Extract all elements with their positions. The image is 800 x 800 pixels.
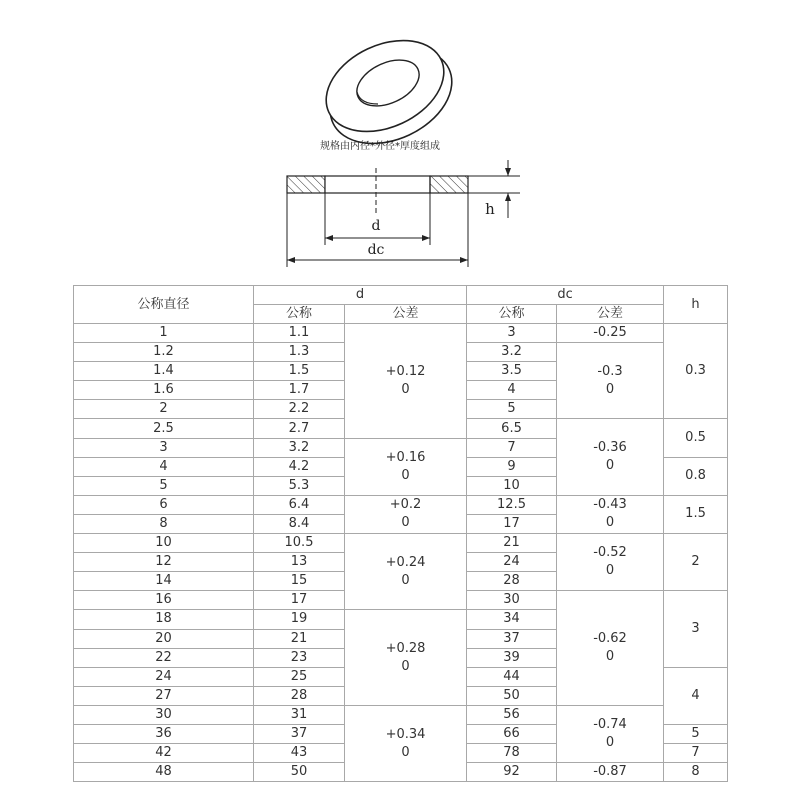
size-cell: 30 <box>74 705 254 724</box>
dc-cell: 3.5 <box>467 362 557 381</box>
size-cell: 4 <box>74 457 254 476</box>
size-cell: 1.4 <box>74 362 254 381</box>
dc-cell: 21 <box>467 534 557 553</box>
d-cell: 15 <box>254 572 345 591</box>
size-cell: 10 <box>74 534 254 553</box>
d-cell: 13 <box>254 553 345 572</box>
size-cell: 24 <box>74 667 254 686</box>
d-cell: 2.2 <box>254 400 345 419</box>
h-cell: 5 <box>664 724 728 743</box>
dc-cell: 6.5 <box>467 419 557 438</box>
dc-cell: 5 <box>467 400 557 419</box>
size-cell: 2.5 <box>74 419 254 438</box>
label-dc: dc <box>367 242 385 258</box>
d-tolerance-cell: +0.2 0 <box>345 495 467 533</box>
d-cell: 4.2 <box>254 457 345 476</box>
header-nominal-diameter: 公称直径 <box>74 286 254 324</box>
dc-tolerance-cell: -0.52 0 <box>557 534 664 591</box>
dc-tolerance-cell: -0.43 0 <box>557 495 664 533</box>
size-cell: 1.2 <box>74 343 254 362</box>
size-cell: 22 <box>74 648 254 667</box>
h-cell: 0.5 <box>664 419 728 457</box>
d-cell: 2.7 <box>254 419 345 438</box>
dc-cell: 10 <box>467 476 557 495</box>
h-cell: 2 <box>664 534 728 591</box>
header-d-nominal: 公称 <box>254 305 345 324</box>
dc-cell: 28 <box>467 572 557 591</box>
d-cell: 6.4 <box>254 495 345 514</box>
dc-cell: 44 <box>467 667 557 686</box>
size-cell: 42 <box>74 744 254 763</box>
table-row <box>74 495 728 514</box>
header-d: d <box>254 286 467 305</box>
d-cell: 10.5 <box>254 534 345 553</box>
label-h: h <box>485 200 495 218</box>
d-cell: 43 <box>254 744 345 763</box>
dc-cell: 17 <box>467 514 557 533</box>
d-tolerance-cell: +0.12 0 <box>345 324 467 439</box>
dc-cell: 3.2 <box>467 343 557 362</box>
dc-cell: 50 <box>467 686 557 705</box>
spec-caption: 规格由内径*外径*厚度组成 <box>320 141 440 152</box>
dc-cell: 34 <box>467 610 557 629</box>
d-cell: 31 <box>254 705 345 724</box>
d-cell: 1.5 <box>254 362 345 381</box>
dc-cell: 56 <box>467 705 557 724</box>
size-cell: 20 <box>74 629 254 648</box>
dc-tolerance-cell: -0.74 0 <box>557 705 664 762</box>
d-cell: 8.4 <box>254 514 345 533</box>
h-cell: 1.5 <box>664 495 728 533</box>
dc-cell: 7 <box>467 438 557 457</box>
dc-cell: 37 <box>467 629 557 648</box>
dc-cell: 24 <box>467 553 557 572</box>
header-dc-nominal: 公称 <box>467 305 557 324</box>
d-cell: 17 <box>254 591 345 610</box>
size-cell: 12 <box>74 553 254 572</box>
header-h: h <box>664 286 728 324</box>
dc-tolerance-cell: -0.3 0 <box>557 343 664 419</box>
d-cell: 23 <box>254 648 345 667</box>
dc-cell: 12.5 <box>467 495 557 514</box>
d-tolerance-cell: +0.24 0 <box>345 534 467 610</box>
d-cell: 50 <box>254 763 345 782</box>
washer-cross-section <box>287 160 520 267</box>
dc-cell: 92 <box>467 763 557 782</box>
header-dc: dc <box>467 286 664 305</box>
d-cell: 21 <box>254 629 345 648</box>
size-cell: 3 <box>74 438 254 457</box>
d-tolerance-cell: +0.16 0 <box>345 438 467 495</box>
table-row <box>74 705 728 724</box>
d-cell: 28 <box>254 686 345 705</box>
dc-cell: 3 <box>467 324 557 343</box>
d-tolerance-cell: +0.34 0 <box>345 705 467 781</box>
header-d-tolerance: 公差 <box>345 305 467 324</box>
d-cell: 5.3 <box>254 476 345 495</box>
h-cell: 4 <box>664 667 728 724</box>
dc-tolerance-cell: -0.25 <box>557 324 664 343</box>
dc-tolerance-cell: -0.87 <box>557 763 664 782</box>
d-cell: 1.1 <box>254 324 345 343</box>
dc-cell: 78 <box>467 744 557 763</box>
size-cell: 2 <box>74 400 254 419</box>
d-cell: 37 <box>254 724 345 743</box>
d-cell: 19 <box>254 610 345 629</box>
size-cell: 14 <box>74 572 254 591</box>
d-cell: 1.7 <box>254 381 345 400</box>
dc-tolerance-cell: -0.62 0 <box>557 591 664 706</box>
header-dc-tolerance: 公差 <box>557 305 664 324</box>
h-cell: 0.3 <box>664 324 728 419</box>
washer-spec-table <box>73 285 728 782</box>
size-cell: 6 <box>74 495 254 514</box>
dc-cell: 4 <box>467 381 557 400</box>
d-tolerance-cell: +0.28 0 <box>345 610 467 705</box>
size-cell: 27 <box>74 686 254 705</box>
d-cell: 25 <box>254 667 345 686</box>
dc-cell: 39 <box>467 648 557 667</box>
table-row <box>74 534 728 553</box>
size-cell: 1 <box>74 324 254 343</box>
size-cell: 18 <box>74 610 254 629</box>
size-cell: 48 <box>74 763 254 782</box>
h-cell: 3 <box>664 591 728 667</box>
h-cell: 8 <box>664 763 728 782</box>
d-cell: 1.3 <box>254 343 345 362</box>
dc-cell: 66 <box>467 724 557 743</box>
size-cell: 1.6 <box>74 381 254 400</box>
h-cell: 0.8 <box>664 457 728 495</box>
h-cell: 7 <box>664 744 728 763</box>
dc-tolerance-cell: -0.36 0 <box>557 419 664 495</box>
size-cell: 16 <box>74 591 254 610</box>
dc-cell: 30 <box>467 591 557 610</box>
dc-cell: 9 <box>467 457 557 476</box>
size-cell: 5 <box>74 476 254 495</box>
size-cell: 8 <box>74 514 254 533</box>
label-d: d <box>371 218 381 234</box>
size-cell: 36 <box>74 724 254 743</box>
table-row <box>74 324 728 343</box>
d-cell: 3.2 <box>254 438 345 457</box>
